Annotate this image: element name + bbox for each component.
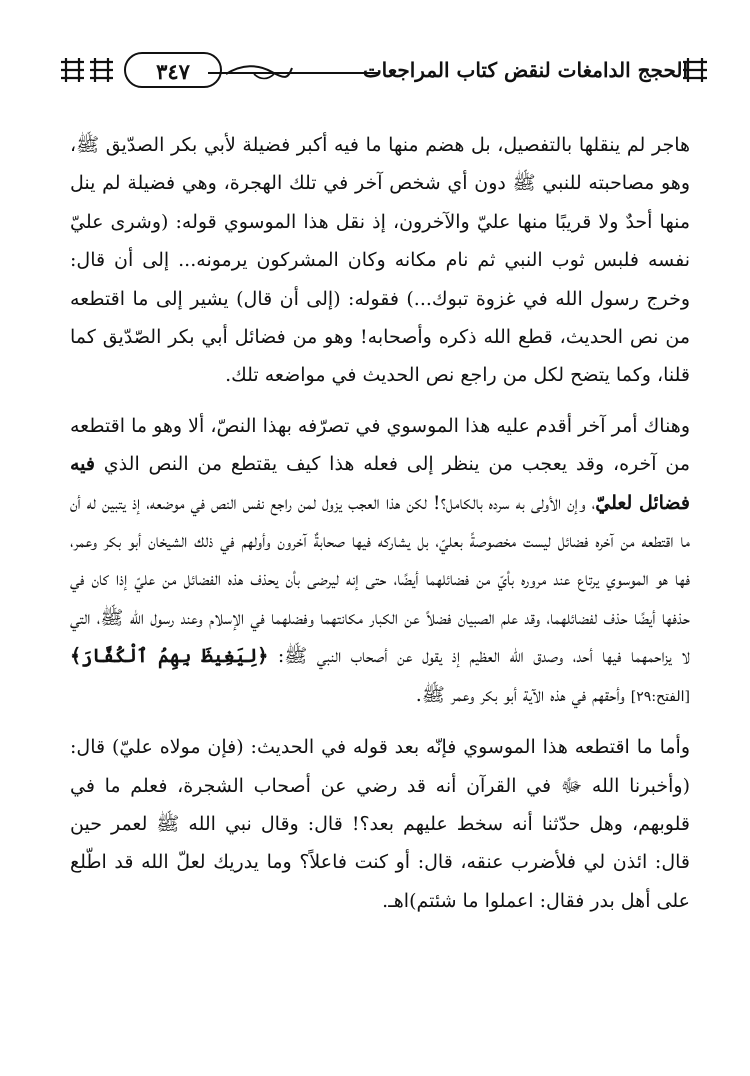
paragraph-2 <box>70 407 690 716</box>
paragraph-3-text: وأما ما اقتطعه هذا الموسوي فإنّه بعد قوله في الحديث: (فإن مولاه عليّ) قال: (وأخبرنا الله ﷻ في القرآن أنه قد رضي عن أصحاب الشجرة، فعلم ما في قلوبهم، وهل حدّثنا أنه سخط عليهم بعد؟! قال: وقال نبي الله ﷺ لعمر حين قال: ائذن لي فلأضرب عنقه، قال: أو كنت فاعلاً؟ وما يدريك لعلّ الله قد اطّلع على أهل بدر فقال: اعملوا ما شئتم)اهـ. <box>70 736 690 912</box>
paragraph-3 <box>70 728 690 920</box>
verse-reference: [الفتح:٢٩] <box>630 688 690 705</box>
page-number: ٣٤٧ <box>124 52 222 88</box>
paragraph-2-text-end: وأحقهم في هذه الآية أبو بكر وعمر ﷺ. <box>415 683 631 706</box>
header-flourish-icon <box>224 60 294 84</box>
body-text <box>70 126 690 920</box>
quran-verse: ﴿لِيَغِيظَ بِهِمُ ٱلْكُفَّارَ﴾ <box>70 645 269 668</box>
paragraph-2-text-middle: ، وإن الأولى به سرده بالكامل؟! لكن هذا العجب يزول لمن راجع نفس النص في موضعه، إذ يتبين له أن ما اقتطعه من آخره فضائل ليست مخصوصةً بعليّ، بل يشاركه فيها صحابةٌ آخرون وأولهم في ذلك الشيخان أبو بكر وعمر، فها هو الموسوي يرتاع عند مروره بأيّ من فضائلهما أيضًا، حتى إنه ليرضى بأن يحذف هذه الفضائل من عليّ إذا كان في حذفها أيضًا حذف لفضائلهما، وقد علم الصبيان فضلاً عن الكبار مكانتهما وفضلهما في الإسلام وعند رسول الله ﷺ، التي لا يزاحمهما فيها أحد، وصدق الله العظيم إذ يقول عن أصحاب النبي ﷺ: <box>70 491 690 668</box>
running-header <box>58 50 710 94</box>
paragraph-2-text-start: وهناك أمر آخر أقدم عليه هذا الموسوي في تصرّفه بهذا النصّ، ألا وهو ما اقتطعه من آخره، وقد يعجب من ينظر إلى فعله هذا كيف يقتطع من النص الذي <box>70 414 690 476</box>
header-title: الحجج الدامغات لنقض كتاب المراجعات <box>362 58 688 82</box>
header-ornament-left-icon <box>58 56 116 84</box>
paragraph-1 <box>70 126 690 395</box>
paragraph-1-text: هاجر لم ينقلها بالتفصيل، بل هضم منها ما فيه أكبر فضيلة لأبي بكر الصدّيق ﷺ، وهو مصاحبته للنبي ﷺ دون أي شخص آخر في تلك الهجرة، وهي فضيلة لم ينل منها أحدٌ ولا قريبًا منها عليّ والآخرون، إذ نقل هذا الموسوي قوله: (وشرى عليّ نفسه فلبس ثوب النبي ثم نام مكانه وكان المشركون يرمونه... إلى أن قال: وخرج رسول الله في غزوة تبوك...) فقوله: (إلى أن قال) يشير إلى ما اقتطعه من نص الحديث، قطع الله ذكره وأصحابه! وهو من فضائل أبي بكر الصّدّيق كما قلنا، وكما يتضح لكل من راجع نص الحديث في مواضعه تلك. <box>70 134 690 387</box>
paragraph-2-emphasis: فيه فضائل لعليّ <box>70 453 690 514</box>
